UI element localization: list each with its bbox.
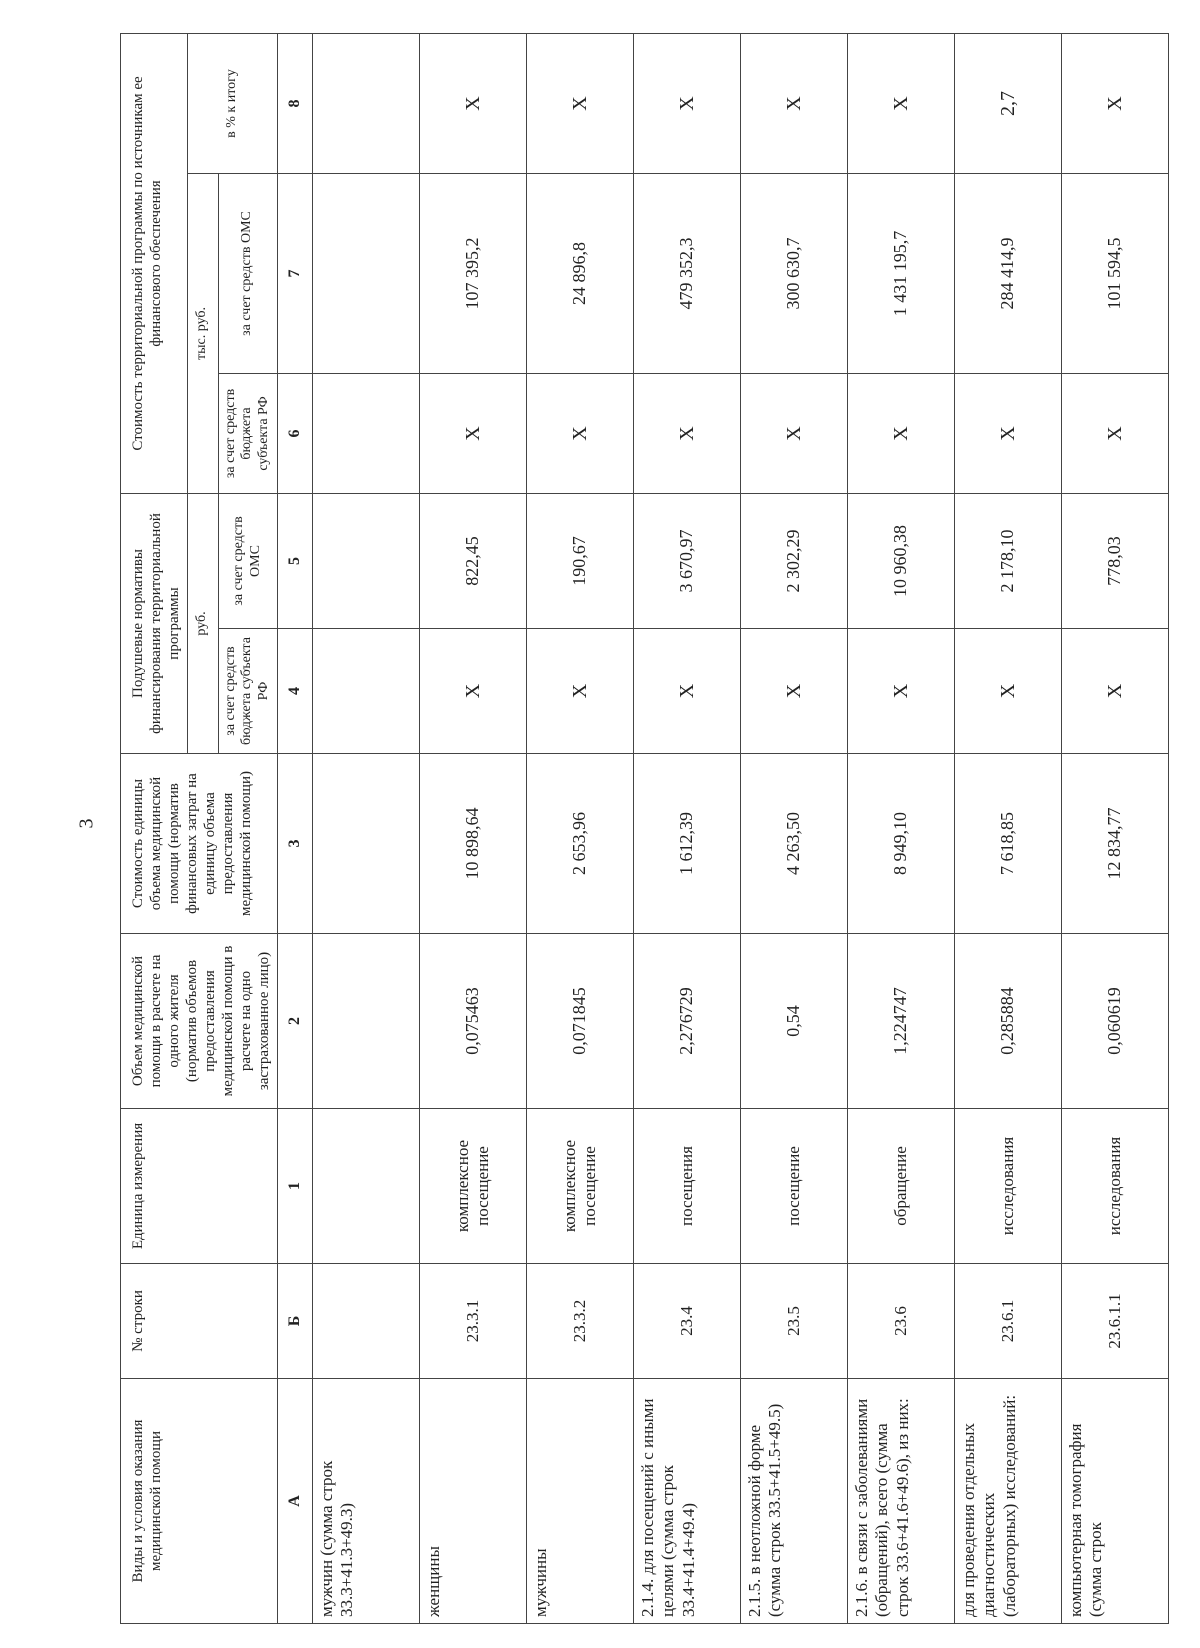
index-cell: 8 xyxy=(278,33,313,173)
header-col-3: Стоимость единицы объема медицинской помощи (норматив финансовых затрат на единицу объема предоставления медицинской помощи) xyxy=(121,754,278,934)
row-c6: X xyxy=(634,373,741,493)
row-number: 23.6 xyxy=(848,1264,955,1379)
row-number xyxy=(313,1264,420,1379)
row-name: 2.1.5. в неотложной форме (сумма строк 33.5+41.5+49.5) xyxy=(741,1379,848,1624)
row-cost: 4 263,50 xyxy=(741,754,848,934)
row-c7: 101 594,5 xyxy=(1062,173,1169,373)
row-c7: 300 630,7 xyxy=(741,173,848,373)
row-unit: исследования xyxy=(955,1109,1062,1264)
index-cell: 3 xyxy=(278,754,313,934)
row-name: 2.1.4. для посещений с иными целями (сумма строк 33.4+41.4+49.4) xyxy=(634,1379,741,1624)
row-unit: посещения xyxy=(634,1109,741,1264)
index-cell: 6 xyxy=(278,373,313,493)
rotated-table-container xyxy=(120,34,1126,1624)
row-c7: 284 414,9 xyxy=(955,173,1062,373)
row-c5: 3 670,97 xyxy=(634,493,741,628)
row-name: мужчин (сумма строк 33.3+41.3+49.3) xyxy=(313,1379,420,1624)
table-row xyxy=(634,33,741,1623)
row-name: мужчины xyxy=(527,1379,634,1624)
row-c5: 2 178,10 xyxy=(955,493,1062,628)
row-volume: 0,071845 xyxy=(527,934,634,1109)
row-c4: X xyxy=(1062,629,1169,754)
row-c7: 107 395,2 xyxy=(420,173,527,373)
row-unit: комплексное посещение xyxy=(527,1109,634,1264)
header-norms-unit: руб. xyxy=(188,493,219,753)
row-cost: 10 898,64 xyxy=(420,754,527,934)
header-col-4: за счет средств бюджета субъекта РФ xyxy=(218,629,277,754)
index-cell: 7 xyxy=(278,173,313,373)
row-c4 xyxy=(313,629,420,754)
row-number: 23.3.2 xyxy=(527,1264,634,1379)
row-c8: 2,7 xyxy=(955,33,1062,173)
row-unit xyxy=(313,1109,420,1264)
row-c4: X xyxy=(634,629,741,754)
row-cost: 12 834,77 xyxy=(1062,754,1169,934)
header-col-2: Объем медицинской помощи в расчете на одного жителя (норматив объемов предоставления медицинской помощи в расчете на одно застрахованное лицо) xyxy=(121,934,278,1109)
row-name: 2.1.6. в связи с заболеваниями (обращений), всего (сумма строк 33.6+41.6+49.6), из них: xyxy=(848,1379,955,1624)
row-c7 xyxy=(313,173,420,373)
header-group-cost: Стоимость территориальной программы по источникам ее финансового обеспечения xyxy=(121,33,188,493)
row-c7: 1 431 195,7 xyxy=(848,173,955,373)
page-number: 3 xyxy=(75,818,98,829)
row-c8: X xyxy=(634,33,741,173)
row-volume: 0,54 xyxy=(741,934,848,1109)
row-c6: X xyxy=(848,373,955,493)
row-c6: X xyxy=(527,373,634,493)
row-c4: X xyxy=(527,629,634,754)
header-col-a: Виды и условия оказания медицинской помощи xyxy=(121,1379,278,1624)
row-volume: 0,285884 xyxy=(955,934,1062,1109)
index-cell: А xyxy=(278,1379,313,1624)
row-c5 xyxy=(313,493,420,628)
row-volume: 2,276729 xyxy=(634,934,741,1109)
header-col-1: Единица измерения xyxy=(121,1109,278,1264)
header-col-b: № строки xyxy=(121,1264,278,1379)
row-cost: 8 949,10 xyxy=(848,754,955,934)
row-c5: 190,67 xyxy=(527,493,634,628)
header-cost-unit: тыс. руб. xyxy=(188,173,219,493)
row-unit: обращение xyxy=(848,1109,955,1264)
row-name: для проведения отдельных диагностических (лабораторных) исследований: xyxy=(955,1379,1062,1624)
row-number: 23.4 xyxy=(634,1264,741,1379)
row-unit: комплексное посещение xyxy=(420,1109,527,1264)
row-volume: 0,060619 xyxy=(1062,934,1169,1109)
row-cost: 7 618,85 xyxy=(955,754,1062,934)
table-row xyxy=(420,33,527,1623)
row-c5: 822,45 xyxy=(420,493,527,628)
header-col-5: за счет средств ОМС xyxy=(218,493,277,628)
row-c8: X xyxy=(420,33,527,173)
table-row xyxy=(955,33,1062,1623)
row-c6: X xyxy=(955,373,1062,493)
row-c8 xyxy=(313,33,420,173)
index-row xyxy=(278,33,313,1623)
row-number: 23.3.1 xyxy=(420,1264,527,1379)
index-cell: 4 xyxy=(278,629,313,754)
header-group-norms: Подушевые нормативы финансирования территориальной программы xyxy=(121,493,188,753)
header-col-7: за счет средств ОМС xyxy=(218,173,277,373)
row-c7: 24 896,8 xyxy=(527,173,634,373)
header-col-8: в % к итогу xyxy=(188,33,278,173)
row-c5: 778,03 xyxy=(1062,493,1169,628)
row-c4: X xyxy=(955,629,1062,754)
row-c4: X xyxy=(420,629,527,754)
header-col-6: за счет средств бюджета субъекта РФ xyxy=(218,373,277,493)
row-unit: посещение xyxy=(741,1109,848,1264)
row-c5: 10 960,38 xyxy=(848,493,955,628)
row-volume: 1,224747 xyxy=(848,934,955,1109)
row-cost: 1 612,39 xyxy=(634,754,741,934)
index-cell: 5 xyxy=(278,493,313,628)
row-cost xyxy=(313,754,420,934)
row-c7: 479 352,3 xyxy=(634,173,741,373)
row-unit: исследования xyxy=(1062,1109,1169,1264)
financing-table xyxy=(120,33,1169,1624)
row-c4: X xyxy=(848,629,955,754)
row-c8: X xyxy=(1062,33,1169,173)
row-name: женщины xyxy=(420,1379,527,1624)
row-c5: 2 302,29 xyxy=(741,493,848,628)
index-cell: 2 xyxy=(278,934,313,1109)
row-c6: X xyxy=(1062,373,1169,493)
row-volume: 0,075463 xyxy=(420,934,527,1109)
index-cell: 1 xyxy=(278,1109,313,1264)
row-c6 xyxy=(313,373,420,493)
row-c8: X xyxy=(741,33,848,173)
table-row xyxy=(848,33,955,1623)
table-row xyxy=(527,33,634,1623)
index-cell: Б xyxy=(278,1264,313,1379)
row-volume xyxy=(313,934,420,1109)
row-c6: X xyxy=(741,373,848,493)
table-row xyxy=(313,33,420,1623)
row-name: компьютерная томография (сумма строк xyxy=(1062,1379,1169,1624)
table-row xyxy=(741,33,848,1623)
row-number: 23.6.1 xyxy=(955,1264,1062,1379)
row-c6: X xyxy=(420,373,527,493)
row-c8: X xyxy=(848,33,955,173)
row-number: 23.5 xyxy=(741,1264,848,1379)
row-cost: 2 653,96 xyxy=(527,754,634,934)
row-c4: X xyxy=(741,629,848,754)
row-c8: X xyxy=(527,33,634,173)
row-number: 23.6.1.1 xyxy=(1062,1264,1169,1379)
table-row xyxy=(1062,33,1169,1623)
